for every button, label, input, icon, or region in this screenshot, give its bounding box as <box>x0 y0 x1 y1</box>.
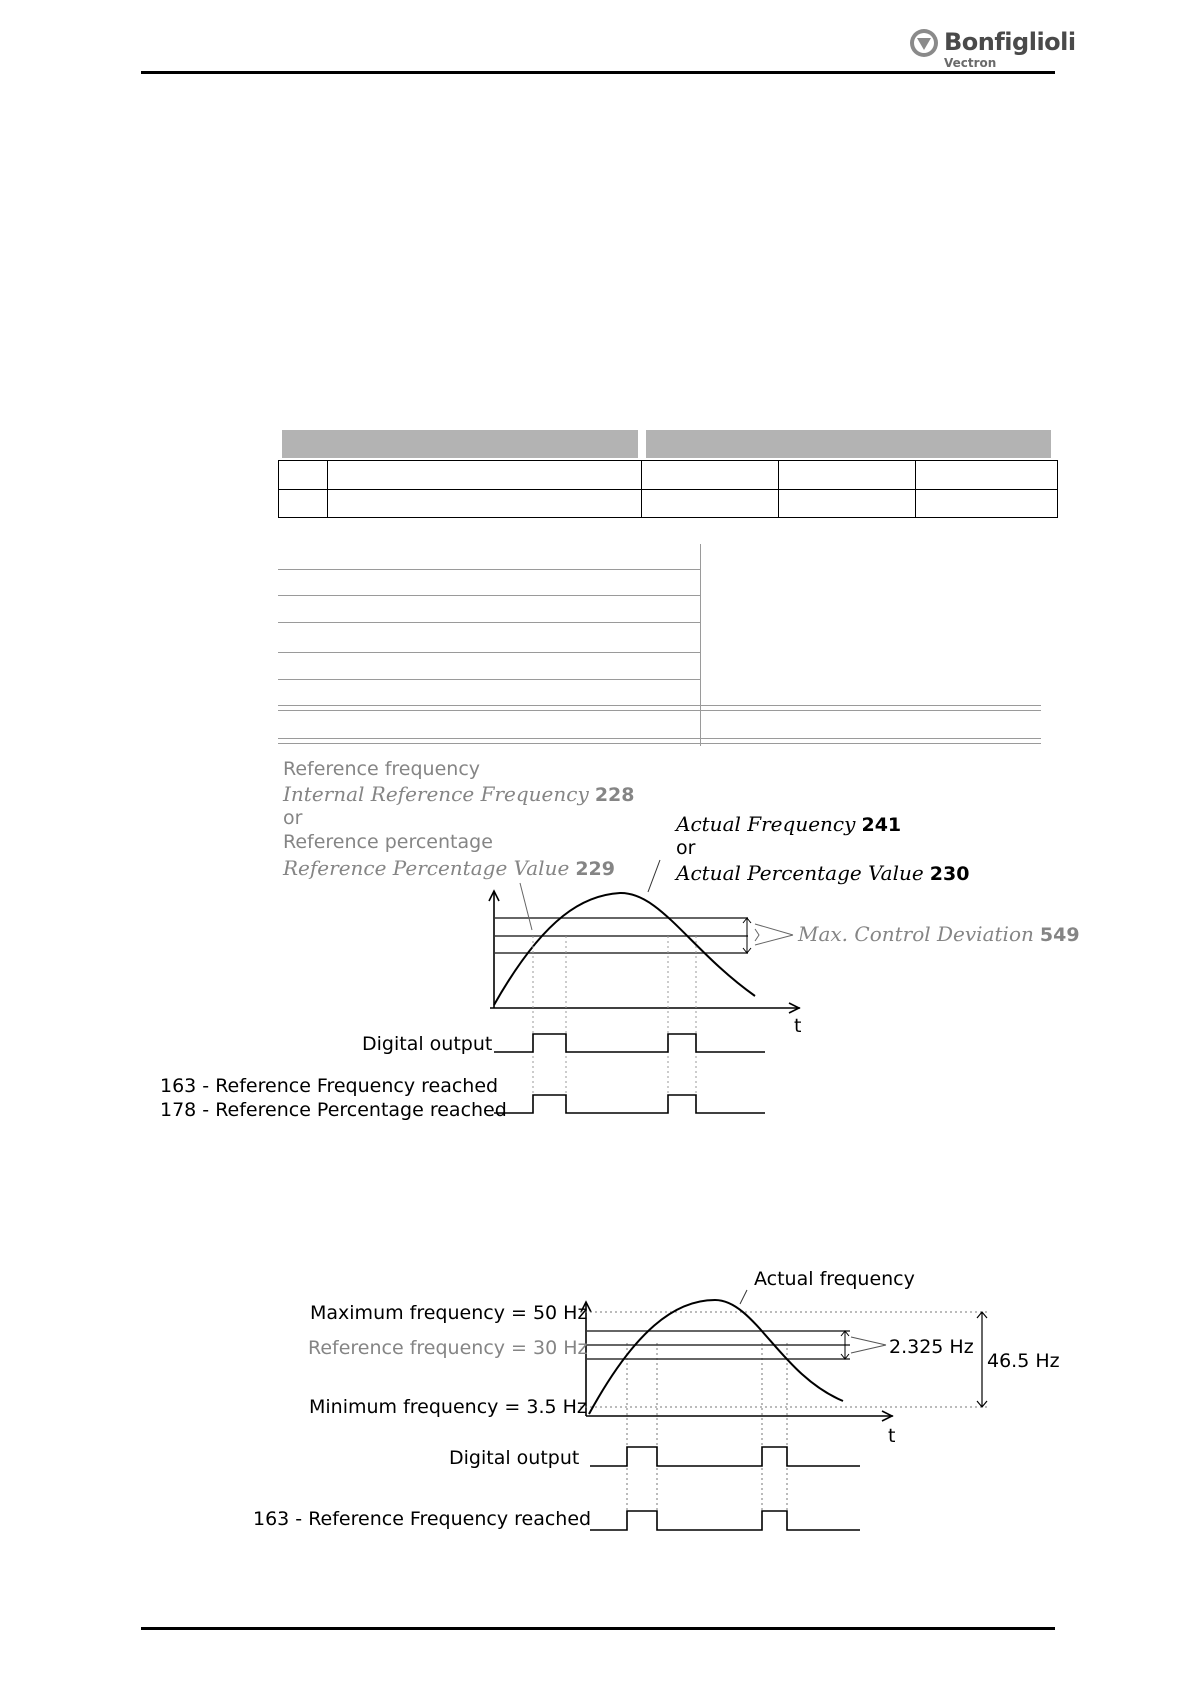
range-value-label: 46.5 Hz <box>987 1350 1060 1372</box>
or-text-1: or <box>283 807 303 829</box>
min-frequency-label: Minimum frequency = 3.5 Hz <box>309 1396 587 1418</box>
brand-subname: Vectron <box>944 56 997 70</box>
ref-frequency-param-name: Internal Reference Frequency <box>283 782 589 806</box>
signal-pulse-2 <box>590 1511 860 1530</box>
ref-percentage-param-no: 229 <box>575 858 615 880</box>
digital-output-label: Digital output <box>362 1033 493 1055</box>
actual-percentage-param-name: Actual Percentage Value <box>676 861 924 885</box>
deviation-value-label: 2.325 Hz <box>889 1336 974 1358</box>
digital-output-label-2: Digital output <box>449 1447 580 1469</box>
signal-163-label-2: 163 - Reference Frequency reached <box>253 1508 592 1530</box>
ref-frequency-value-label: Reference frequency = 30 Hz <box>308 1337 588 1359</box>
max-control-deviation-no: 549 <box>1039 924 1080 946</box>
actual-frequency-label: Actual frequency <box>754 1268 915 1290</box>
signal-163-label: 163 - Reference Frequency reached <box>160 1075 499 1097</box>
ref-frequency-param-no: 228 <box>594 784 635 806</box>
max-frequency-label: Maximum frequency = 50 Hz <box>310 1302 588 1324</box>
max-control-deviation-name: Max. Control Deviation <box>798 922 1034 946</box>
actual-frequency-param-name: Actual Frequency <box>676 812 856 836</box>
actual-percentage-param-no: 230 <box>929 863 970 885</box>
actual-frequency-curve-2 <box>589 1300 843 1414</box>
signal-178-label: 178 - Reference Percentage reached <box>160 1099 507 1121</box>
or-text-2: or <box>676 837 696 859</box>
time-axis-label: t <box>794 1015 802 1037</box>
actual-frequency-param-no: 241 <box>861 814 902 836</box>
ref-percentage-label: Reference percentage <box>283 831 493 853</box>
ref-percentage-param-name: Reference Percentage Value <box>283 856 570 880</box>
ref-frequency-label: Reference frequency <box>283 758 481 780</box>
digital-output-pulse-2 <box>590 1447 860 1466</box>
brand-name: Bonfiglioli <box>944 28 1076 56</box>
footer-rule <box>141 1627 1055 1630</box>
time-axis-label-2: t <box>888 1425 896 1447</box>
